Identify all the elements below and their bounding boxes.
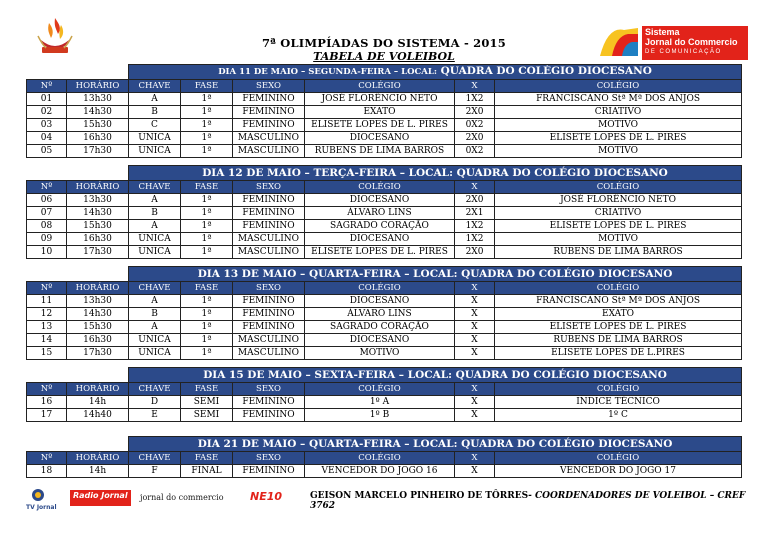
column-header: SEXO xyxy=(233,383,305,396)
logo-line-sistema: Sistema xyxy=(645,27,680,37)
column-header-row xyxy=(27,452,742,465)
table-cell: 13h30 xyxy=(67,93,129,106)
table-cell: MASCULINO xyxy=(233,347,305,360)
table-cell: E xyxy=(129,409,181,422)
table-cell: VENCEDOR DO JOGO 16 xyxy=(305,465,455,478)
banner-text: DIA 21 DE MAIO – QUARTA-FEIRA – LOCAL: QUADRA DO COLÉGIO DIOCESANO xyxy=(197,437,673,450)
banner-spacer xyxy=(27,437,129,452)
table-row xyxy=(27,106,742,119)
table-row xyxy=(27,194,742,207)
column-header: CHAVE xyxy=(129,452,181,465)
table-row xyxy=(27,308,742,321)
table-cell: X xyxy=(455,465,495,478)
tv-jornal-label: TV Jornal xyxy=(26,504,57,511)
table-row xyxy=(27,295,742,308)
table-cell: RUBENS DE LIMA BARROS xyxy=(495,246,742,259)
table-cell: 1X2 xyxy=(455,220,495,233)
day-banner-row xyxy=(27,166,742,181)
column-header: COLÉGIO xyxy=(305,383,455,396)
table-cell: 1ª xyxy=(181,132,233,145)
table-cell: B xyxy=(129,308,181,321)
page-title: 7ª OLIMPÍADAS DO SISTEMA - 2015 xyxy=(262,36,506,50)
table-cell: FINAL xyxy=(181,465,233,478)
table-cell: MOTIVO xyxy=(305,347,455,360)
table-cell: FRANCISCANO Stª Mª DOS ANJOS xyxy=(495,295,742,308)
table-cell: 14h30 xyxy=(67,308,129,321)
table-cell: 1ª xyxy=(181,334,233,347)
table-cell: ÚNICA xyxy=(129,347,181,360)
table-cell: 1º A xyxy=(305,396,455,409)
table-cell: 2X0 xyxy=(455,246,495,259)
table-cell: MOTIVO xyxy=(495,145,742,158)
column-header-row xyxy=(27,383,742,396)
table-cell: EXATO xyxy=(305,106,455,119)
table-cell: 13h30 xyxy=(67,295,129,308)
table-cell: 1X2 xyxy=(455,233,495,246)
table-cell: 15 xyxy=(27,347,67,360)
day-banner xyxy=(129,267,742,282)
day-banner xyxy=(129,368,742,383)
column-header: Nº xyxy=(27,181,67,194)
day-banner xyxy=(129,65,742,80)
table-cell: JOSÉ FLORÊNCIO NETO xyxy=(305,93,455,106)
table-cell: DIOCESANO xyxy=(305,194,455,207)
table-cell: VENCEDOR DO JOGO 17 xyxy=(495,465,742,478)
table-cell: 17h30 xyxy=(67,347,129,360)
banner-spacer xyxy=(27,65,129,80)
table-cell: 14h30 xyxy=(67,207,129,220)
table-cell: FEMININO xyxy=(233,465,305,478)
column-header: COLÉGIO xyxy=(495,282,742,295)
table-row xyxy=(27,233,742,246)
table-cell: 10 xyxy=(27,246,67,259)
table-cell: ÚNICA xyxy=(129,233,181,246)
table-cell: 14h xyxy=(67,396,129,409)
column-header: CHAVE xyxy=(129,181,181,194)
table-cell: 01 xyxy=(27,93,67,106)
table-cell: B xyxy=(129,106,181,119)
table-cell: JOSÉ FLORÊNCIO NETO xyxy=(495,194,742,207)
schedule-table-day-1 xyxy=(26,64,742,158)
table-cell: FEMININO xyxy=(233,295,305,308)
table-cell: SAGRADO CORAÇÃO xyxy=(305,321,455,334)
table-row xyxy=(27,321,742,334)
banner-text: DIA 15 DE MAIO – SEXTA-FEIRA – LOCAL: QUADRA DO COLÉGIO DIOCESANO xyxy=(203,368,667,381)
table-cell: X xyxy=(455,409,495,422)
table-cell: ELISETE LOPES DE L. PIRES xyxy=(305,246,455,259)
table-cell: X xyxy=(455,295,495,308)
table-cell: DIOCESANO xyxy=(305,233,455,246)
table-cell: 07 xyxy=(27,207,67,220)
column-header: COLÉGIO xyxy=(495,80,742,93)
table-cell: 02 xyxy=(27,106,67,119)
radio-jornal-logo: Radio Jornal xyxy=(70,490,131,506)
table-cell: 14 xyxy=(27,334,67,347)
table-cell: 16h30 xyxy=(67,233,129,246)
table-cell: C xyxy=(129,119,181,132)
column-header: CHAVE xyxy=(129,80,181,93)
banner-text: DIA 12 DE MAIO – TERÇA-FEIRA – LOCAL: QUADRA DO COLÉGIO DIOCESANO xyxy=(202,166,668,179)
table-cell: CRIATIVO xyxy=(495,106,742,119)
table-cell: 1X2 xyxy=(455,93,495,106)
table-cell: 17h30 xyxy=(67,246,129,259)
column-header: COLÉGIO xyxy=(495,383,742,396)
banner-location: QUADRA DO COLÉGIO DIOCESANO xyxy=(436,65,652,77)
table-cell: 13h30 xyxy=(67,194,129,207)
table-cell: 1ª xyxy=(181,295,233,308)
footer-coordinators xyxy=(310,491,768,511)
table-cell: ÚNICA xyxy=(129,145,181,158)
table-cell: X xyxy=(455,396,495,409)
table-cell: 1º B xyxy=(305,409,455,422)
ne10-logo: NE10 xyxy=(250,490,283,503)
logo-line-jornal: Jornal do Commercio xyxy=(645,37,738,47)
table-cell: CRIATIVO xyxy=(495,207,742,220)
day-banner-row xyxy=(27,65,742,80)
column-header-row xyxy=(27,80,742,93)
logo-line-comunicacao: DE COMUNICAÇÃO xyxy=(645,49,722,55)
table-row xyxy=(27,132,742,145)
coordinator-name: GEISON MARCELO PINHEIRO DE TÔRRES xyxy=(310,491,529,501)
table-cell: ÚNICA xyxy=(129,334,181,347)
table-cell: FEMININO xyxy=(233,409,305,422)
column-header: HORÁRIO xyxy=(67,383,129,396)
table-cell: X xyxy=(455,308,495,321)
column-header: CHAVE xyxy=(129,282,181,295)
table-cell: MASCULINO xyxy=(233,145,305,158)
day-banner-row xyxy=(27,267,742,282)
table-cell: EXATO xyxy=(495,308,742,321)
table-cell: FEMININO xyxy=(233,93,305,106)
column-header: X xyxy=(455,452,495,465)
table-cell: ÁLVARO LINS xyxy=(305,207,455,220)
table-cell: 2X1 xyxy=(455,207,495,220)
table-cell: MOTIVO xyxy=(495,119,742,132)
table-cell: 08 xyxy=(27,220,67,233)
column-header: X xyxy=(455,383,495,396)
table-cell: ELISETE LOPES DE L. PIRES xyxy=(495,220,742,233)
table-cell: 04 xyxy=(27,132,67,145)
table-cell: MASCULINO xyxy=(233,233,305,246)
table-cell: RUBENS DE LIMA BARROS xyxy=(305,145,455,158)
table-cell: A xyxy=(129,220,181,233)
day-banner-row xyxy=(27,437,742,452)
table-cell: FEMININO xyxy=(233,396,305,409)
table-cell: X xyxy=(455,321,495,334)
schedule-table-day-3 xyxy=(26,266,742,360)
table-cell: 2X0 xyxy=(455,106,495,119)
table-row xyxy=(27,465,742,478)
table-cell: 09 xyxy=(27,233,67,246)
table-cell: DIOCESANO xyxy=(305,334,455,347)
column-header: COLÉGIO xyxy=(305,181,455,194)
sistema-jornal-commercio-logo xyxy=(598,26,748,60)
table-cell: 1ª xyxy=(181,145,233,158)
table-cell: MOTIVO xyxy=(495,233,742,246)
table-cell: A xyxy=(129,93,181,106)
table-cell: 17 xyxy=(27,409,67,422)
table-cell: 11 xyxy=(27,295,67,308)
table-row xyxy=(27,396,742,409)
schedule-table-day-4 xyxy=(26,367,742,422)
column-header: Nº xyxy=(27,282,67,295)
table-cell: 12 xyxy=(27,308,67,321)
table-cell: 1ª xyxy=(181,233,233,246)
table-cell: 15h30 xyxy=(67,119,129,132)
table-cell: 13 xyxy=(27,321,67,334)
column-header: FASE xyxy=(181,282,233,295)
column-header: SEXO xyxy=(233,80,305,93)
tv-jornal-logo xyxy=(28,488,48,502)
table-cell: FEMININO xyxy=(233,194,305,207)
page-subtitle: TABELA DE VOLEIBOL xyxy=(313,50,455,63)
table-cell: ELISETE LOPES DE L. PIRES xyxy=(305,119,455,132)
table-cell: 1ª xyxy=(181,246,233,259)
table-cell: 1ª xyxy=(181,119,233,132)
table-cell: 1º C xyxy=(495,409,742,422)
table-row xyxy=(27,347,742,360)
table-cell: 1ª xyxy=(181,106,233,119)
column-header: FASE xyxy=(181,452,233,465)
table-cell: 14h xyxy=(67,465,129,478)
table-cell: SEMI xyxy=(181,409,233,422)
table-cell: 14h30 xyxy=(67,106,129,119)
table-row xyxy=(27,220,742,233)
column-header: FASE xyxy=(181,181,233,194)
banner-spacer xyxy=(27,166,129,181)
banner-text: DIA 13 DE MAIO – QUARTA-FEIRA – LOCAL: QUADRA DO COLÉGIO DIOCESANO xyxy=(197,267,673,280)
column-header-row xyxy=(27,181,742,194)
schedule-table-day-5 xyxy=(26,436,742,478)
table-cell: INDICE TÉCNICO xyxy=(495,396,742,409)
table-cell: B xyxy=(129,207,181,220)
column-header: COLÉGIO xyxy=(305,80,455,93)
day-banner xyxy=(129,437,742,452)
table-cell: SAGRADO CORAÇÃO xyxy=(305,220,455,233)
column-header: HORÁRIO xyxy=(67,80,129,93)
table-row xyxy=(27,145,742,158)
table-row xyxy=(27,93,742,106)
table-cell: MASCULINO xyxy=(233,246,305,259)
table-cell: 0X2 xyxy=(455,119,495,132)
table-row xyxy=(27,119,742,132)
column-header: X xyxy=(455,181,495,194)
table-row xyxy=(27,207,742,220)
table-cell: 1ª xyxy=(181,194,233,207)
table-cell: ÁLVARO LINS xyxy=(305,308,455,321)
column-header: X xyxy=(455,80,495,93)
table-cell: 16h30 xyxy=(67,132,129,145)
table-cell: DIOCESANO xyxy=(305,295,455,308)
table-cell: 14h40 xyxy=(67,409,129,422)
day-banner-row xyxy=(27,368,742,383)
table-cell: 0X2 xyxy=(455,145,495,158)
table-cell: D xyxy=(129,396,181,409)
column-header: COLÉGIO xyxy=(495,181,742,194)
column-header: SEXO xyxy=(233,452,305,465)
column-header: COLÉGIO xyxy=(495,452,742,465)
table-cell: FEMININO xyxy=(233,321,305,334)
table-cell: 03 xyxy=(27,119,67,132)
table-cell: 05 xyxy=(27,145,67,158)
table-cell: MASCULINO xyxy=(233,132,305,145)
table-cell: X xyxy=(455,334,495,347)
column-header: Nº xyxy=(27,80,67,93)
table-cell: 1ª xyxy=(181,220,233,233)
table-row xyxy=(27,334,742,347)
table-cell: RUBENS DE LIMA BARROS xyxy=(495,334,742,347)
column-header: CHAVE xyxy=(129,383,181,396)
banner-spacer xyxy=(27,267,129,282)
table-cell: 2X0 xyxy=(455,132,495,145)
table-cell: FEMININO xyxy=(233,119,305,132)
table-cell: 06 xyxy=(27,194,67,207)
table-cell: DIOCESANO xyxy=(305,132,455,145)
column-header: SEXO xyxy=(233,181,305,194)
column-header: SEXO xyxy=(233,282,305,295)
column-header: Nº xyxy=(27,452,67,465)
table-cell: ELISETE LOPES DE L. PIRES xyxy=(495,132,742,145)
table-cell: X xyxy=(455,347,495,360)
banner-text: DIA 11 DE MAIO – SEGUNDA-FEIRA – LOCAL: xyxy=(218,67,437,77)
table-cell: 15h30 xyxy=(67,321,129,334)
table-cell: MASCULINO xyxy=(233,334,305,347)
table-cell: 18 xyxy=(27,465,67,478)
table-cell: ELISETE LOPES DE L.PIRES xyxy=(495,347,742,360)
column-header: Nº xyxy=(27,383,67,396)
table-cell: 1ª xyxy=(181,207,233,220)
table-cell: 1ª xyxy=(181,308,233,321)
day-banner xyxy=(129,166,742,181)
table-cell: A xyxy=(129,194,181,207)
table-cell: A xyxy=(129,295,181,308)
table-cell: A xyxy=(129,321,181,334)
table-cell: FEMININO xyxy=(233,220,305,233)
coordinator-role: - COORDENADORES DE VOLEIBOL – CREF 3762 xyxy=(310,491,746,511)
table-cell: 17h30 xyxy=(67,145,129,158)
column-header: COLÉGIO xyxy=(305,282,455,295)
column-header: FASE xyxy=(181,80,233,93)
table-cell: 16h30 xyxy=(67,334,129,347)
table-cell: FRANCISCANO Stª Mª DOS ANJOS xyxy=(495,93,742,106)
table-cell: 1ª xyxy=(181,347,233,360)
column-header: COLÉGIO xyxy=(305,452,455,465)
schedule-table-day-2 xyxy=(26,165,742,259)
table-cell: FEMININO xyxy=(233,106,305,119)
table-cell: FEMININO xyxy=(233,207,305,220)
table-row xyxy=(27,409,742,422)
table-cell: ÚNICA xyxy=(129,132,181,145)
table-cell: 16 xyxy=(27,396,67,409)
table-cell: ÚNICA xyxy=(129,246,181,259)
column-header: HORÁRIO xyxy=(67,181,129,194)
banner-spacer xyxy=(27,368,129,383)
table-cell: ELISETE LOPES DE L. PIRES xyxy=(495,321,742,334)
table-cell: SEMI xyxy=(181,396,233,409)
column-header: HORÁRIO xyxy=(67,282,129,295)
table-cell: 1ª xyxy=(181,93,233,106)
table-cell: 15h30 xyxy=(67,220,129,233)
table-row xyxy=(27,246,742,259)
table-cell: FEMININO xyxy=(233,308,305,321)
column-header-row xyxy=(27,282,742,295)
jornal-commercio-logo: jornal do commercio xyxy=(140,493,224,502)
column-header: HORÁRIO xyxy=(67,452,129,465)
column-header: FASE xyxy=(181,383,233,396)
table-cell: 2X0 xyxy=(455,194,495,207)
table-cell: F xyxy=(129,465,181,478)
column-header: X xyxy=(455,282,495,295)
table-cell: 1ª xyxy=(181,321,233,334)
